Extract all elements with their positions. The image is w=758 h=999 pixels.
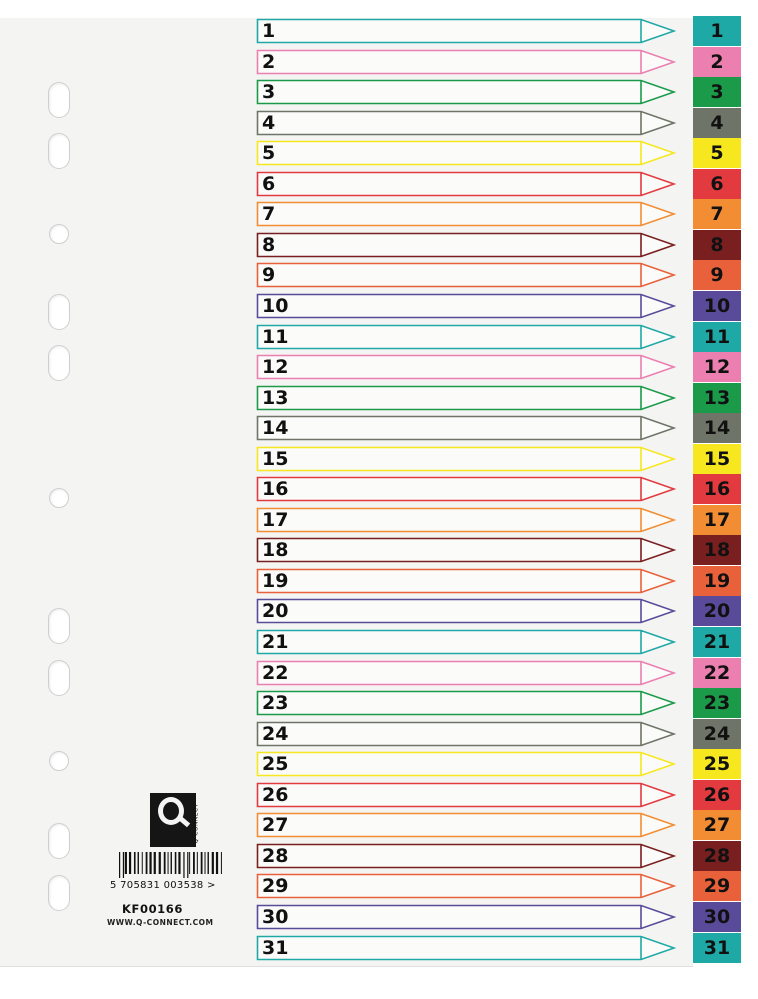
barcode-bar [146,852,148,874]
barcode-bar [134,852,136,874]
contents-row [256,568,676,594]
contents-row-number: 13 [262,386,289,409]
barcode-bar [129,852,131,874]
index-tab[interactable]: 12 [693,352,741,382]
contents-row [256,415,676,441]
website-url: WWW.Q-CONNECT.COM [107,918,214,927]
pencil-outline [256,262,676,288]
contents-row [256,201,676,227]
pencil-shape [258,569,675,592]
contents-row-number: 8 [262,233,276,256]
contents-row [256,782,676,808]
pencil-shape [258,753,675,776]
barcode-bar [168,852,169,874]
barcode-bar [171,852,172,874]
punch-hole [48,823,70,859]
pencil-outline [256,293,676,319]
pencil-shape [258,936,675,959]
barcode-bar [119,852,120,878]
contents-row-number: 2 [262,50,276,73]
barcode-bar [125,852,127,874]
index-tab[interactable]: 24 [693,719,741,749]
pencil-outline [256,598,676,624]
contents-row-number: 16 [262,478,289,501]
index-tab[interactable]: 15 [693,444,741,474]
punch-hole [48,294,70,330]
index-tab[interactable]: 19 [693,566,741,596]
contents-row-number: 20 [262,600,289,623]
barcode [117,852,222,878]
logo-brand-wrap [190,802,204,846]
barcode-bar [193,852,195,874]
pencil-shape [258,264,675,287]
index-tab[interactable]: 25 [693,749,741,779]
contents-row-number: 29 [262,875,289,898]
index-tab[interactable]: 13 [693,383,741,413]
contents-row [256,751,676,777]
contents-row-number: 21 [262,631,289,653]
contents-row [256,110,676,136]
pencil-shape [258,783,675,806]
barcode-bar [189,852,190,874]
contents-row [256,935,676,961]
punch-hole [48,345,70,381]
contents-row [256,385,676,411]
contents-row-number: 10 [262,294,289,317]
product-code: KF00166 [122,902,183,916]
contents-row-number: 4 [262,111,276,134]
pencil-outline [256,537,676,563]
pencil-outline [256,568,676,594]
barcode-bar [201,852,203,874]
contents-row-number: 18 [262,539,289,562]
barcode-bar [183,852,184,878]
contents-row [256,843,676,869]
pencil-shape [258,172,675,195]
pencil-outline [256,49,676,75]
contents-row [256,873,676,899]
pencil-outline [256,904,676,930]
pencil-shape [258,356,675,379]
index-tab[interactable]: 4 [693,108,741,138]
contents-row [256,232,676,258]
pencil-shape [258,386,675,409]
pencil-outline [256,751,676,777]
pencil-outline [256,18,676,44]
pencil-shape [258,600,675,623]
pencil-shape [258,447,675,470]
pencil-outline [256,110,676,136]
pencil-shape [258,722,675,745]
barcode-bar [138,852,139,874]
barcode-bar [178,852,180,874]
index-tab[interactable]: 28 [693,841,741,871]
contents-row [256,598,676,624]
barcode-bar [221,852,222,874]
pencil-shape [258,539,675,562]
pencil-outline [256,324,676,350]
pencil-outline [256,507,676,533]
barcode-bar [197,852,198,874]
contents-row [256,904,676,930]
pencil-shape [258,417,675,440]
index-tab[interactable]: 10 [693,291,741,321]
index-tab[interactable]: 20 [693,596,741,626]
contents-row-number: 26 [262,783,289,806]
punch-hole [48,133,70,169]
contents-row-number: 25 [262,753,289,776]
pencil-outline [256,690,676,716]
punch-hole [48,660,70,696]
pencil-outline [256,721,676,747]
pencil-outline [256,446,676,472]
pencil-outline [256,782,676,808]
index-tab[interactable]: 30 [693,902,741,932]
contents-row [256,171,676,197]
contents-row [256,354,676,380]
index-tab[interactable]: 17 [693,505,741,535]
pencil-shape [258,50,675,73]
barcode-bar [212,852,214,874]
barcode-bar [154,852,156,874]
barcode-bar [187,852,188,878]
barcode-bar [216,852,218,874]
q-logo-tail [178,816,190,828]
contents-row [256,812,676,838]
punch-hole [49,488,69,508]
index-tab[interactable]: 2 [693,47,741,77]
contents-row [256,140,676,166]
pencil-shape [258,814,675,837]
index-tab[interactable]: 14 [693,413,741,443]
pencil-shape [258,233,675,256]
barcode-digits: 5 705831 003538 > [110,880,216,891]
contents-row-number: 27 [262,814,289,837]
index-tab[interactable]: 23 [693,688,741,718]
pencil-shape [258,294,675,317]
contents-row-number: 30 [262,905,289,928]
index-tab[interactable]: 26 [693,780,741,810]
pencil-shape [258,142,675,165]
barcode-bar [142,852,143,874]
index-tab[interactable]: 22 [693,658,741,688]
punch-hole [48,875,70,911]
pencil-shape [258,111,675,134]
pencil-shape [258,631,675,654]
pencil-outline [256,354,676,380]
pencil-outline [256,629,676,655]
contents-row [256,324,676,350]
logo-brand-text: Q-CONNECT [192,803,200,844]
contents-row-number: 22 [262,661,289,684]
contents-row-number: 14 [262,417,289,440]
contents-row [256,446,676,472]
pencil-shape [258,661,675,684]
pencil-shape [258,20,675,43]
contents-row-number: 19 [262,569,289,592]
pencil-outline [256,476,676,502]
pencil-outline [256,812,676,838]
index-tab[interactable]: 21 [693,627,741,657]
pencil-shape [258,692,675,715]
contents-row-number: 12 [262,356,289,379]
index-tab[interactable]: 29 [693,871,741,901]
pencil-shape [258,478,675,501]
index-tab[interactable]: 9 [693,260,741,290]
pencil-outline [256,385,676,411]
index-tab[interactable]: 6 [693,169,741,199]
barcode-bar [164,852,166,874]
contents-row-number: 3 [262,81,276,104]
contents-row-number: 23 [262,692,289,715]
contents-row-number: 15 [262,447,289,470]
barcode-bar [159,852,161,874]
punch-hole [49,751,69,771]
index-tab[interactable]: 7 [693,199,741,229]
contents-row [256,721,676,747]
pencil-outline [256,935,676,961]
index-tab[interactable]: 8 [693,230,741,260]
pencil-shape [258,508,675,531]
pencil-shape [258,325,675,348]
pencil-outline [256,660,676,686]
punch-hole [48,82,70,118]
pencil-outline [256,201,676,227]
index-tab[interactable]: 18 [693,535,741,565]
index-tab[interactable]: 1 [693,16,741,46]
contents-row-number: 1 [262,20,276,42]
pencil-outline [256,171,676,197]
contents-row [256,79,676,105]
pencil-outline [256,140,676,166]
contents-row [256,690,676,716]
contents-row-number: 24 [262,722,289,745]
contents-row [256,629,676,655]
contents-row [256,18,676,44]
contents-row [256,507,676,533]
barcode-bar [149,852,151,874]
pencil-shape [258,844,675,867]
contents-row-number: 11 [262,325,289,348]
punch-hole [48,608,70,644]
barcode-bar [205,852,206,874]
index-tab[interactable]: 27 [693,810,741,840]
pencil-shape [258,203,675,226]
pencil-outline [256,79,676,105]
index-tab[interactable]: 5 [693,138,741,168]
barcode-bar [123,852,124,878]
pencil-outline [256,415,676,441]
index-tab[interactable]: 3 [693,77,741,107]
contents-row-number: 28 [262,844,289,867]
punch-hole [49,224,69,244]
contents-row [256,262,676,288]
barcode-bar [175,852,177,874]
contents-row [256,537,676,563]
contents-row [256,476,676,502]
index-tab[interactable]: 31 [693,933,741,963]
pencil-shape [258,875,675,898]
pencil-outline [256,232,676,258]
barcode-bar [208,852,209,874]
contents-row-number: 5 [262,142,276,165]
contents-row [256,49,676,75]
contents-row-number: 9 [262,264,276,287]
pencil-shape [258,905,675,928]
pencil-shape [258,81,675,104]
contents-row [256,660,676,686]
contents-row-number: 31 [262,936,289,959]
pencil-outline [256,873,676,899]
index-tab[interactable]: 11 [693,322,741,352]
contents-row [256,293,676,319]
contents-row-number: 7 [262,203,276,226]
contents-row-number: 6 [262,172,276,195]
index-tab[interactable]: 16 [693,474,741,504]
pencil-outline [256,843,676,869]
contents-row-number: 17 [262,508,289,531]
